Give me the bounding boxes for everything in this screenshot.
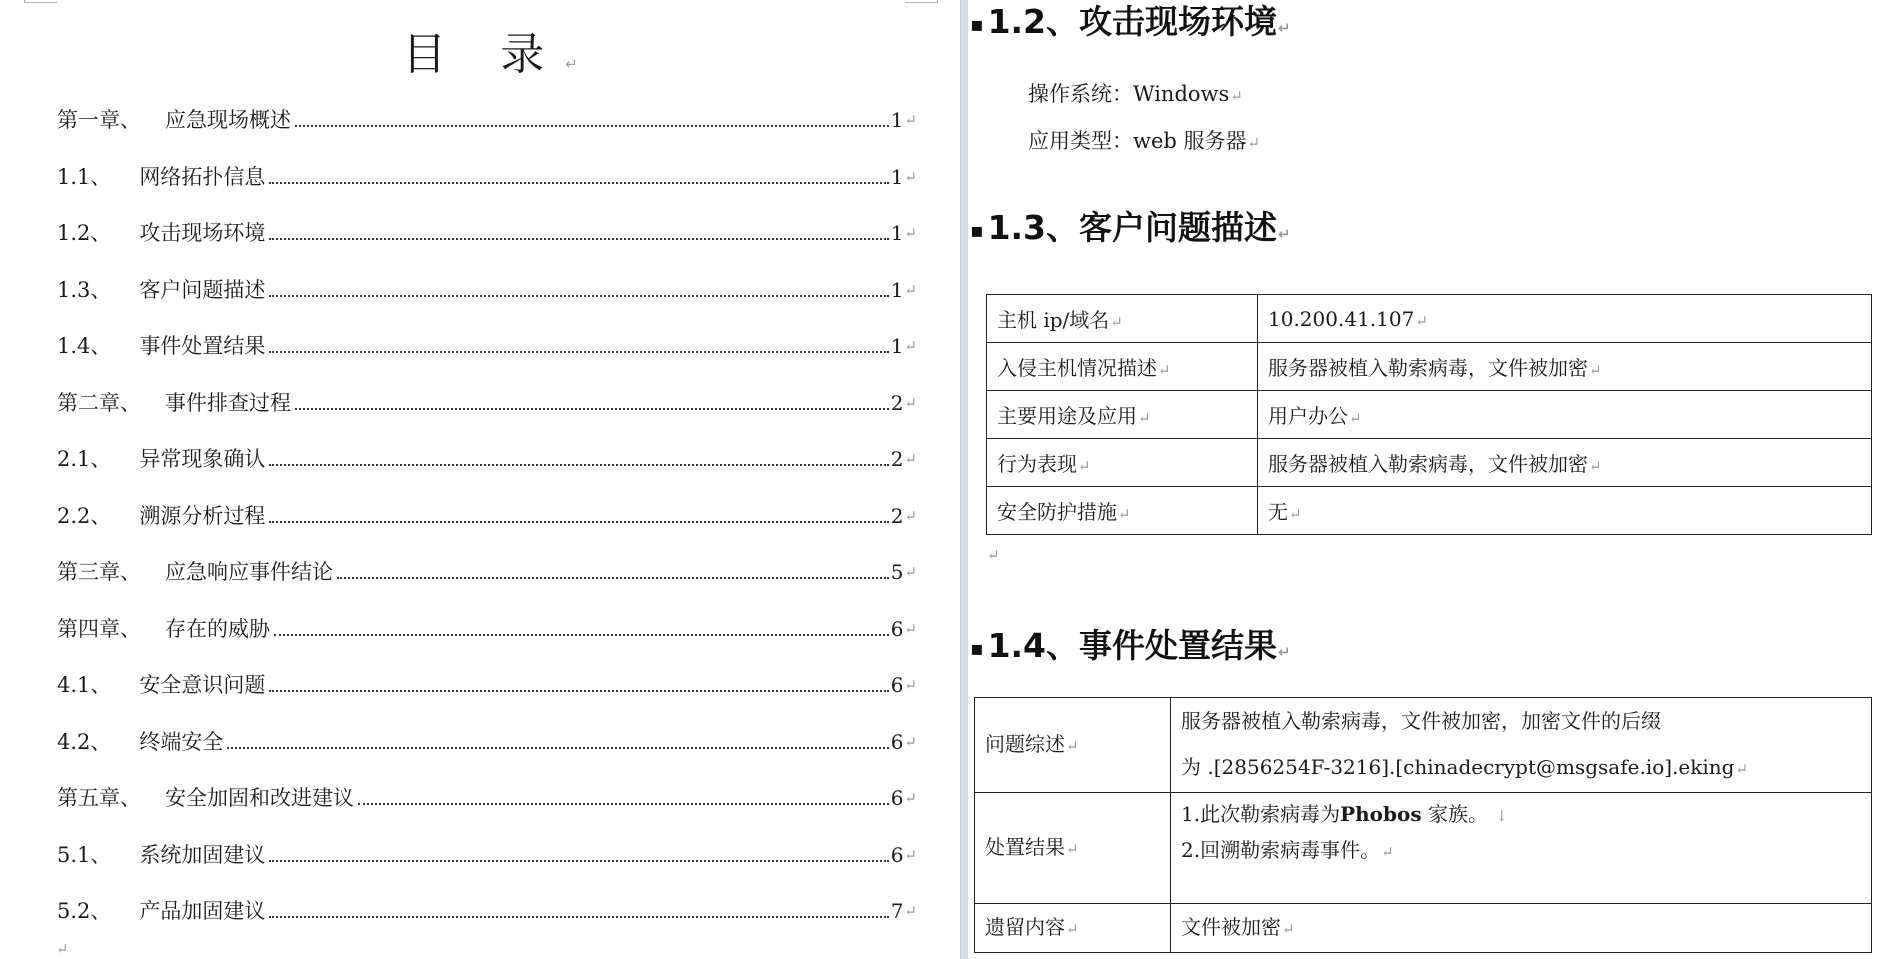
paragraph-mark-icon: ↵ xyxy=(904,337,917,355)
toc-entry-label: 异常现象确认 xyxy=(139,447,266,471)
toc-entry-page: 1 xyxy=(890,164,904,189)
toc-dot-leader xyxy=(269,859,888,862)
table-row xyxy=(975,793,1872,904)
toc-entry-page: 1 xyxy=(890,108,904,132)
toc-entry-number: 4.2、 xyxy=(57,729,112,754)
toc-dot-leader xyxy=(295,407,889,410)
table-key-cell: 问题综述↵ xyxy=(975,698,1171,793)
toc-entry[interactable] xyxy=(57,496,917,528)
toc-entry-number: 第一章、 xyxy=(57,108,141,132)
heading-1-2: ▪ 1.2、攻击现场环境↵ xyxy=(970,2,1291,41)
table-key-cell: 行为表现↵ xyxy=(987,439,1258,487)
paragraph-mark-icon: ↵ xyxy=(904,393,917,412)
toc-entry-label: 应急响应事件结论 xyxy=(165,560,333,584)
toc-entry-number: 第五章、 xyxy=(57,786,141,810)
paragraph-mark-icon: ↵ xyxy=(904,619,917,638)
paragraph-mark-icon: ↵ xyxy=(904,111,917,129)
toc-dot-leader xyxy=(337,576,889,579)
toc-dot-leader xyxy=(269,520,888,523)
toc-entry-page: 6 xyxy=(890,673,904,697)
toc-entry-number: 第四章、 xyxy=(57,616,141,641)
toc-entry-label: 攻击现场环境 xyxy=(139,221,266,245)
paragraph-mark-icon: ↵ xyxy=(1278,19,1291,37)
toc-entry[interactable] xyxy=(57,609,917,641)
toc-entry-label: 事件处置结果 xyxy=(139,334,266,358)
customer-issue-table xyxy=(986,294,1872,535)
toc-entry[interactable] xyxy=(57,157,917,189)
toc-entry-page: 6 xyxy=(890,786,904,810)
table-value-cell: 10.200.41.107↵ xyxy=(1258,295,1872,343)
toc-entry-label: 产品加固建议 xyxy=(139,899,266,923)
toc-entry-number: 4.1、 xyxy=(57,673,112,697)
toc-entry-page: 2 xyxy=(890,390,904,415)
toc-entry[interactable] xyxy=(57,326,917,358)
paragraph-mark-icon: ↵ xyxy=(56,940,69,958)
toc-dot-leader xyxy=(269,294,888,297)
toc-entry-page: 6 xyxy=(890,729,904,754)
toc-entry-number: 5.2、 xyxy=(57,899,112,923)
table-key-cell: 安全防护措施↵ xyxy=(987,487,1258,535)
toc-entry-number: 第二章、 xyxy=(57,390,141,415)
toc-entry[interactable] xyxy=(57,270,917,302)
paragraph-mark-icon: ↵ xyxy=(987,546,1000,564)
toc-entry-label: 安全意识问题 xyxy=(139,673,266,697)
toc-entry-label: 安全加固和改进建议 xyxy=(165,786,354,810)
table-value-cell: 服务器被植入勒索病毒，文件被加密↵ xyxy=(1258,439,1872,487)
heading-1-3: ▪ 1.3、客户问题描述↵ xyxy=(970,208,1291,247)
table-value-cell: 文件被加密↵ xyxy=(1171,904,1872,953)
toc-entry-number: 第三章、 xyxy=(57,560,141,584)
table-row xyxy=(987,391,1872,439)
toc-dot-leader xyxy=(269,463,888,466)
toc-dot-leader xyxy=(269,915,888,918)
heading-1-4: ▪ 1.4、事件处置结果↵ xyxy=(970,626,1291,665)
toc-entry-number: 5.1、 xyxy=(57,842,112,867)
toc-entry[interactable] xyxy=(57,835,917,867)
paragraph-mark-icon: ↵ xyxy=(904,506,917,525)
toc-entry-label: 应急现场概述 xyxy=(165,108,291,132)
disposal-result-table xyxy=(974,697,1872,953)
table-row xyxy=(987,439,1872,487)
toc-entry-label: 网络拓扑信息 xyxy=(139,164,266,189)
toc-entry-page: 1 xyxy=(890,221,904,245)
toc-title: 目 录↵ xyxy=(402,29,598,80)
summary-line-1: 服务器被植入勒索病毒，文件被加密，加密文件的后缀 xyxy=(1181,709,1661,733)
toc-entry-page: 5 xyxy=(890,560,904,584)
toc-dot-leader xyxy=(227,746,888,749)
toc-dot-leader xyxy=(274,633,889,636)
toc-entry[interactable] xyxy=(57,552,917,584)
paragraph-mark-icon: ↵ xyxy=(565,55,598,73)
table-key-cell: 主要用途及应用↵ xyxy=(987,391,1258,439)
paragraph-mark-icon: ↵ xyxy=(1247,134,1261,152)
toc-dot-leader xyxy=(269,237,888,240)
toc-entry[interactable] xyxy=(57,439,917,471)
table-value-cell: 无↵ xyxy=(1258,487,1872,535)
toc-entry[interactable] xyxy=(57,891,917,923)
table-value-cell xyxy=(1171,793,1872,904)
table-key-cell: 主机 ip/域名↵ xyxy=(987,295,1258,343)
toc-dot-leader xyxy=(358,802,889,805)
table-value-cell: 服务器被植入勒索病毒，文件被加密↵ xyxy=(1258,343,1872,391)
toc-entry-page: 1 xyxy=(890,334,904,358)
toc-entry-label: 终端安全 xyxy=(139,729,224,754)
paragraph-mark-icon: ↵ xyxy=(904,167,917,186)
heading-bullet-icon: ▪ xyxy=(970,11,984,36)
result-line-1: 1.此次勒索病毒为Phobos 家族。 ↓ xyxy=(1181,802,1508,826)
toc-entry-label: 溯源分析过程 xyxy=(139,503,266,528)
paragraph-mark-icon: ↵ xyxy=(904,224,917,242)
toc-entry[interactable] xyxy=(57,722,917,754)
paragraph-mark-icon: ↵ xyxy=(904,563,917,581)
paragraph-mark-icon: ↵ xyxy=(904,902,917,920)
paragraph-mark-icon: ↵ xyxy=(904,676,917,694)
summary-line-2: 为 .[2856254F-3216].[chinadecrypt@msgsafe.io].eking↵ xyxy=(1181,755,1749,779)
toc-entry-page: 6 xyxy=(890,616,904,641)
table-key-cell: 入侵主机情况描述↵ xyxy=(987,343,1258,391)
os-line: 操作系统：Windows↵ xyxy=(1028,82,1243,106)
app-type-line: 应用类型：web 服务器↵ xyxy=(1028,129,1261,153)
paragraph-mark-icon: ↵ xyxy=(904,450,917,468)
toc-entry-number: 1.2、 xyxy=(57,221,112,245)
table-row xyxy=(987,295,1872,343)
toc-dot-leader xyxy=(269,350,888,353)
toc-entry-label: 系统加固建议 xyxy=(139,842,266,867)
table-row xyxy=(987,343,1872,391)
toc-entry-number: 1.1、 xyxy=(57,164,112,189)
toc-entry-label: 事件排查过程 xyxy=(165,390,291,415)
toc-entry[interactable] xyxy=(57,383,917,415)
toc-entry-page: 2 xyxy=(890,447,904,471)
toc-entry[interactable] xyxy=(57,213,917,245)
margin-corner-mark xyxy=(24,0,57,3)
toc-dot-leader xyxy=(269,689,888,692)
toc-entry-page: 2 xyxy=(890,503,904,528)
result-line-2: 2.回溯勒索病毒事件。↵ xyxy=(1181,838,1394,862)
toc-dot-leader xyxy=(269,181,888,184)
table-value-cell xyxy=(1171,698,1872,793)
margin-corner-mark xyxy=(905,0,938,3)
heading-bullet-icon: ▪ xyxy=(970,635,984,660)
toc-entry-page: 6 xyxy=(890,842,904,867)
toc-entry-label: 存在的威胁 xyxy=(165,616,270,641)
toc-entry[interactable] xyxy=(57,100,917,132)
paragraph-mark-icon: ↵ xyxy=(904,280,917,299)
paragraph-mark-icon: ↵ xyxy=(1230,87,1243,105)
table-row xyxy=(975,698,1872,793)
table-key-cell: 处置结果↵ xyxy=(975,793,1171,904)
paragraph-mark-icon: ↵ xyxy=(904,845,917,864)
paragraph-mark-icon: ↵ xyxy=(904,789,917,807)
toc-dot-leader xyxy=(295,124,889,127)
paragraph-mark-icon: ↵ xyxy=(1278,643,1291,661)
table-value-cell: 用户办公↵ xyxy=(1258,391,1872,439)
toc-entry[interactable] xyxy=(57,665,917,697)
toc-entry-number: 1.3、 xyxy=(57,277,112,302)
table-row xyxy=(975,904,1872,953)
paragraph-mark-icon: ↵ xyxy=(1278,225,1291,243)
toc-entry-page: 7 xyxy=(890,899,904,923)
toc-entry-page: 1 xyxy=(890,277,904,302)
content-page xyxy=(968,0,1878,959)
toc-entry-number: 2.2、 xyxy=(57,503,112,528)
paragraph-mark-icon: ↵ xyxy=(904,732,917,751)
toc-entry-label: 客户问题描述 xyxy=(139,277,266,302)
table-row xyxy=(987,487,1872,535)
heading-bullet-icon: ▪ xyxy=(970,217,984,242)
toc-entry[interactable] xyxy=(57,778,917,810)
toc-entry-number: 1.4、 xyxy=(57,334,112,358)
table-key-cell: 遗留内容↵ xyxy=(975,904,1171,953)
toc-entry-number: 2.1、 xyxy=(57,447,112,471)
